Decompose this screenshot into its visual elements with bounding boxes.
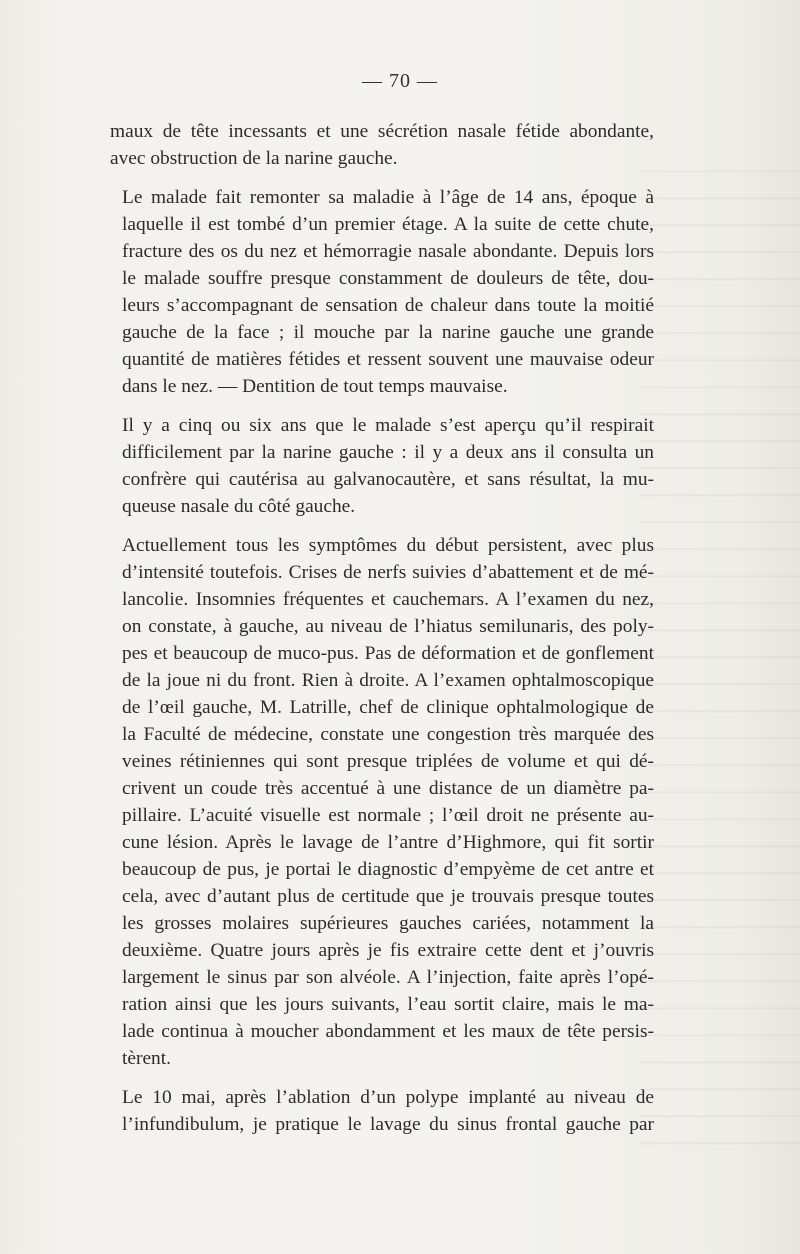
paragraph-1 <box>110 118 654 172</box>
text-line: laquelle il est tombé d’un premier étage. A la suite de cette chute, <box>122 214 654 235</box>
text-line: on constate, à gauche, au niveau de l’hiatus semilunaris, des poly- <box>122 616 654 637</box>
text-line: le malade souffre presque constamment de douleurs de tête, dou- <box>122 268 654 289</box>
text-line: deuxième. Quatre jours après je fis extraire cette dent et j’ouvris <box>122 940 654 961</box>
text-line: veines rétiniennes qui sont presque triplées de volume et qui dé- <box>122 751 654 772</box>
text-line: pillaire. L’acuité visuelle est normale ; l’œil droit ne présente au- <box>122 805 654 826</box>
paragraph-4 <box>110 532 654 1072</box>
paragraph-3 <box>110 412 654 520</box>
text-line: quantité de matières fétides et ressent souvent une mauvaise odeur <box>122 349 654 370</box>
text-line: maux de tête incessants et une sécrétion nasale fétide abondante, <box>110 121 654 142</box>
text-line: Le malade fait remonter sa maladie à l’âge de 14 ans, époque à <box>122 187 654 208</box>
text-line: ration ainsi que les jours suivants, l’eau sortit claire, mais le ma- <box>122 994 654 1015</box>
text-line: largement le sinus par son alvéole. A l’injection, faite après l’opé- <box>122 967 654 988</box>
text-line: dans le nez. — Dentition de tout temps mauvaise. <box>122 376 508 397</box>
body-text <box>110 118 654 1138</box>
text-line: gauche de la face ; il mouche par la narine gauche une grande <box>122 322 654 343</box>
text-line: de l’œil gauche, M. Latrille, chef de clinique ophtalmologique de <box>122 697 654 718</box>
text-line: de la joue ni du front. Rien à droite. A l’examen ophtalmoscopique <box>122 670 654 691</box>
text-line: d’intensité toutefois. Crises de nerfs suivies d’abattement et de mé- <box>122 562 654 583</box>
text-line: difficilement par la narine gauche : il y a deux ans il consulta un <box>122 442 654 463</box>
text-line: Le 10 mai, après l’ablation d’un polype implanté au niveau de <box>122 1087 654 1108</box>
text-line: cune lésion. Après le lavage de l’antre d’Highmore, qui fit sortir <box>122 832 654 853</box>
text-line: lade continua à moucher abondamment et les maux de tête persis- <box>122 1021 654 1042</box>
page-number: — 70 — <box>362 70 438 92</box>
text-line: tèrent. <box>122 1048 171 1069</box>
paragraph-2 <box>110 184 654 400</box>
text-line: cela, avec d’autant plus de certitude que je trouvais presque toutes <box>122 886 654 907</box>
text-line: lancolie. Insomnies fréquentes et cauchemars. A l’examen du nez, <box>122 589 654 610</box>
text-line: les grosses molaires supérieures gauches cariées, notamment la <box>122 913 654 934</box>
text-line: la Faculté de médecine, constate une congestion très marquée des <box>122 724 654 745</box>
text-line: leurs s’accompagnant de sensation de chaleur dans toute la moitié <box>122 295 654 316</box>
text-line: avec obstruction de la narine gauche. <box>110 148 398 169</box>
text-line: l’infundibulum, je pratique le lavage du sinus frontal gauche par <box>122 1114 654 1135</box>
text-line: beaucoup de pus, je portai le diagnostic d’empyème de cet antre et <box>122 859 654 880</box>
text-line: pes et beaucoup de muco-pus. Pas de déformation et de gonflement <box>122 643 654 664</box>
text-line: Actuellement tous les symptômes du début persistent, avec plus <box>122 535 654 556</box>
text-line: fracture des os du nez et hémorragie nasale abondante. Depuis lors <box>122 241 654 262</box>
text-line: crivent un coude très accentué à une distance de un diamètre pa- <box>122 778 654 799</box>
text-line: confrère qui cautérisa au galvanocautère, et sans résultat, la mu- <box>122 469 654 490</box>
show-through-texture <box>640 150 800 1150</box>
text-line: Il y a cinq ou six ans que le malade s’est aperçu qu’il respirait <box>122 415 654 436</box>
paragraph-5 <box>110 1084 654 1138</box>
text-line: queuse nasale du côté gauche. <box>122 496 356 517</box>
